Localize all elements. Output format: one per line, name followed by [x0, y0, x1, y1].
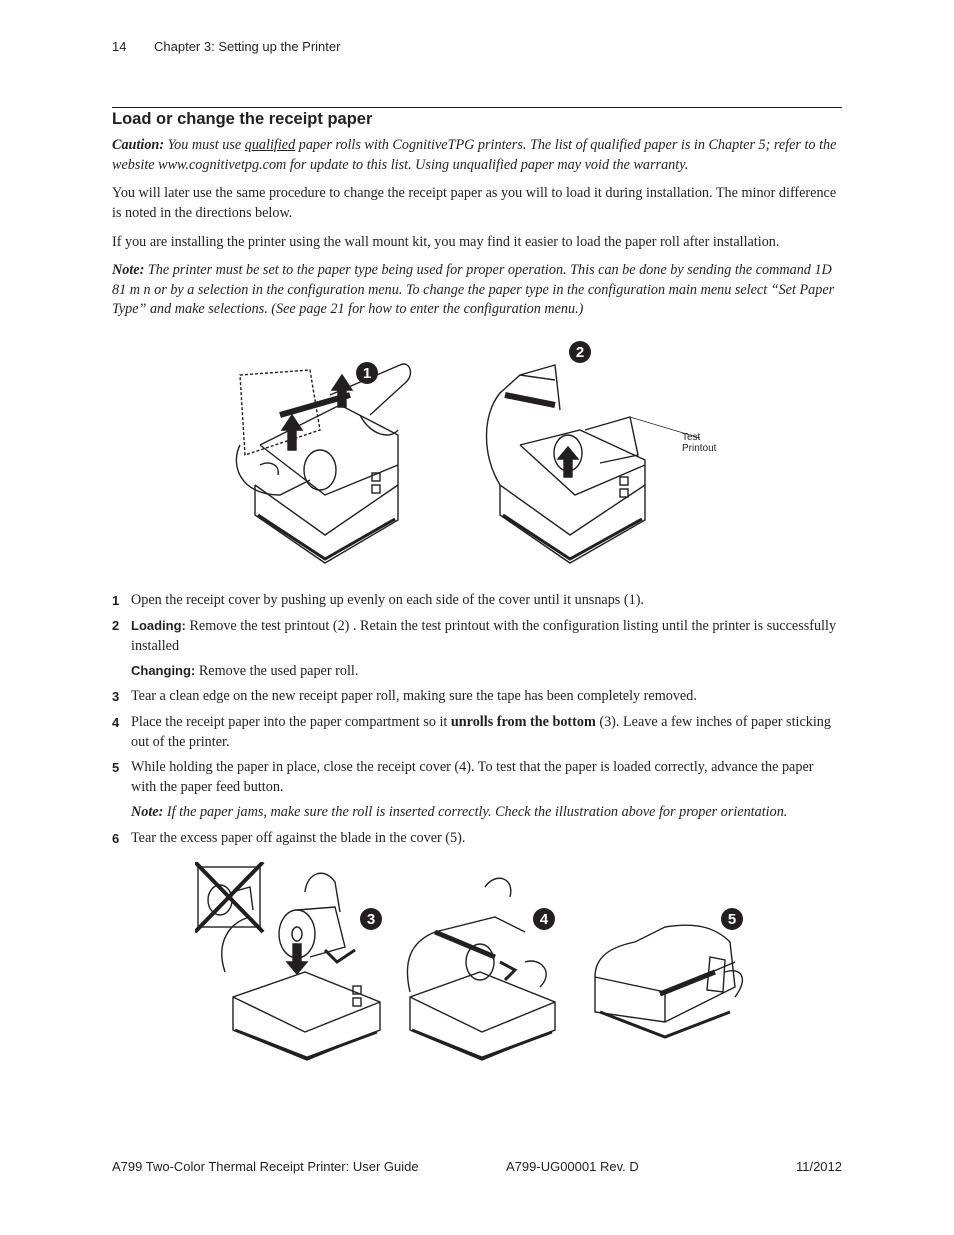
footer-date: 11/2012 [795, 1159, 842, 1174]
step-text: Open the receipt cover by pushing up evenly on each side of the cover until it unsnaps (1). [131, 592, 644, 608]
page-number: 14 [112, 39, 127, 54]
step-text [131, 803, 842, 823]
step-text: Tear the excess paper off against the blade in the cover (5). [131, 830, 466, 846]
step-text: Tear a clean edge on the new receipt paper roll, making sure the tape has been completely removed. [131, 688, 697, 704]
test-printout-label-line2: Printout [682, 443, 717, 454]
jam-note-label: Note: [131, 804, 164, 820]
step-number: 3 [112, 689, 120, 704]
step-6 [112, 829, 842, 849]
note-label: Note: [112, 262, 145, 278]
note-paragraph [112, 261, 847, 320]
step-2-changing [112, 661, 842, 682]
callout-1: 1 [362, 365, 372, 382]
wall-mount-paragraph: If you are installing the printer using the wall mount kit, you may find it easier to load the paper roll after installation. [112, 234, 780, 250]
figure-load-paper [195, 862, 755, 1062]
printer-illustration-test-printout [487, 365, 701, 563]
step-4-pre: Place the receipt paper into the paper compartment so it [131, 714, 451, 730]
footer-guide-title: A799 Two-Color Thermal Receipt Printer: User Guide [112, 1159, 419, 1174]
printer-illustration-tear-paper [595, 925, 742, 1037]
caution-text-post: paper rolls with CognitiveTPG printers. The list of qualified paper is in Chapter 5; refer to the website www.cognitivetpg.com for update to this list. Using unqualified paper may void the warranty. [112, 137, 837, 173]
step-number: 5 [112, 760, 120, 775]
jam-note-text: If the paper jams, make sure the roll is inserted correctly. Check the illustration above for proper orientation. [163, 804, 788, 820]
printer-illustration-close-cover [407, 878, 555, 1060]
figure-open-cover [220, 335, 740, 565]
step-1 [112, 591, 842, 611]
up-arrow-icon [558, 447, 578, 477]
step-4 [112, 713, 842, 752]
caution-paragraph [112, 136, 844, 175]
step-5-note [112, 803, 842, 823]
step-text [131, 616, 842, 656]
step-text [131, 713, 842, 752]
changing-label: Changing: [131, 663, 196, 678]
chapter-title: Chapter 3: Setting up the Printer [154, 39, 341, 54]
callout-4: 4 [539, 911, 549, 928]
test-printout-label-line1: Test [682, 432, 701, 443]
qualified-link[interactable]: qualified [244, 137, 296, 153]
loading-label: Loading: [131, 618, 186, 633]
note-text: The printer must be set to the paper type being used for proper operation. This can be done by sending the command 1D 81 m n or by a selection in the configuration menu. To change the paper type in the configuration main menu select “Set Paper Type” and make selections. (See page 21 for how to enter the configuration menu.) [112, 262, 835, 318]
section-rule [112, 107, 842, 108]
caution-label: Caution: [112, 137, 165, 153]
changing-text: Remove the used paper roll. [195, 663, 359, 679]
step-number: 4 [112, 715, 120, 730]
step-3 [112, 687, 842, 707]
step-number: 2 [112, 618, 120, 633]
step-2 [112, 616, 842, 656]
step-number: 6 [112, 831, 120, 846]
step-5 [112, 758, 842, 797]
intro-paragraph: You will later use the same procedure to change the receipt paper as you will to load it during installation. The minor difference is noted in the directions below. [112, 185, 837, 221]
incorrect-orientation-x-icon [195, 862, 263, 932]
callout-3: 3 [366, 911, 376, 928]
callout-5: 5 [727, 911, 737, 928]
printer-illustration-open [236, 364, 410, 563]
loading-text: Remove the test printout (2) . Retain the test printout with the configuration listing until the printer is successfully installed [131, 618, 837, 654]
caution-text-pre: You must use [164, 137, 245, 153]
callout-2: 2 [575, 344, 585, 361]
step-4-post: (3). Leave a few inches of paper sticking out of the printer. [131, 714, 831, 750]
running-header [112, 39, 340, 54]
unrolls-emphasis: unrolls from the bottom [450, 714, 596, 730]
footer-document-number: A799-UG00001 Rev. D [506, 1159, 639, 1174]
down-arrow-icon [500, 962, 515, 980]
step-number: 1 [112, 593, 120, 608]
down-arrow-icon [287, 944, 307, 974]
step-text [131, 661, 842, 682]
section-title: Load or change the receipt paper [112, 110, 373, 128]
step-text: While holding the paper in place, close the receipt cover (4). To test that the paper is loaded correctly, advance the paper with the paper feed button. [131, 759, 814, 795]
